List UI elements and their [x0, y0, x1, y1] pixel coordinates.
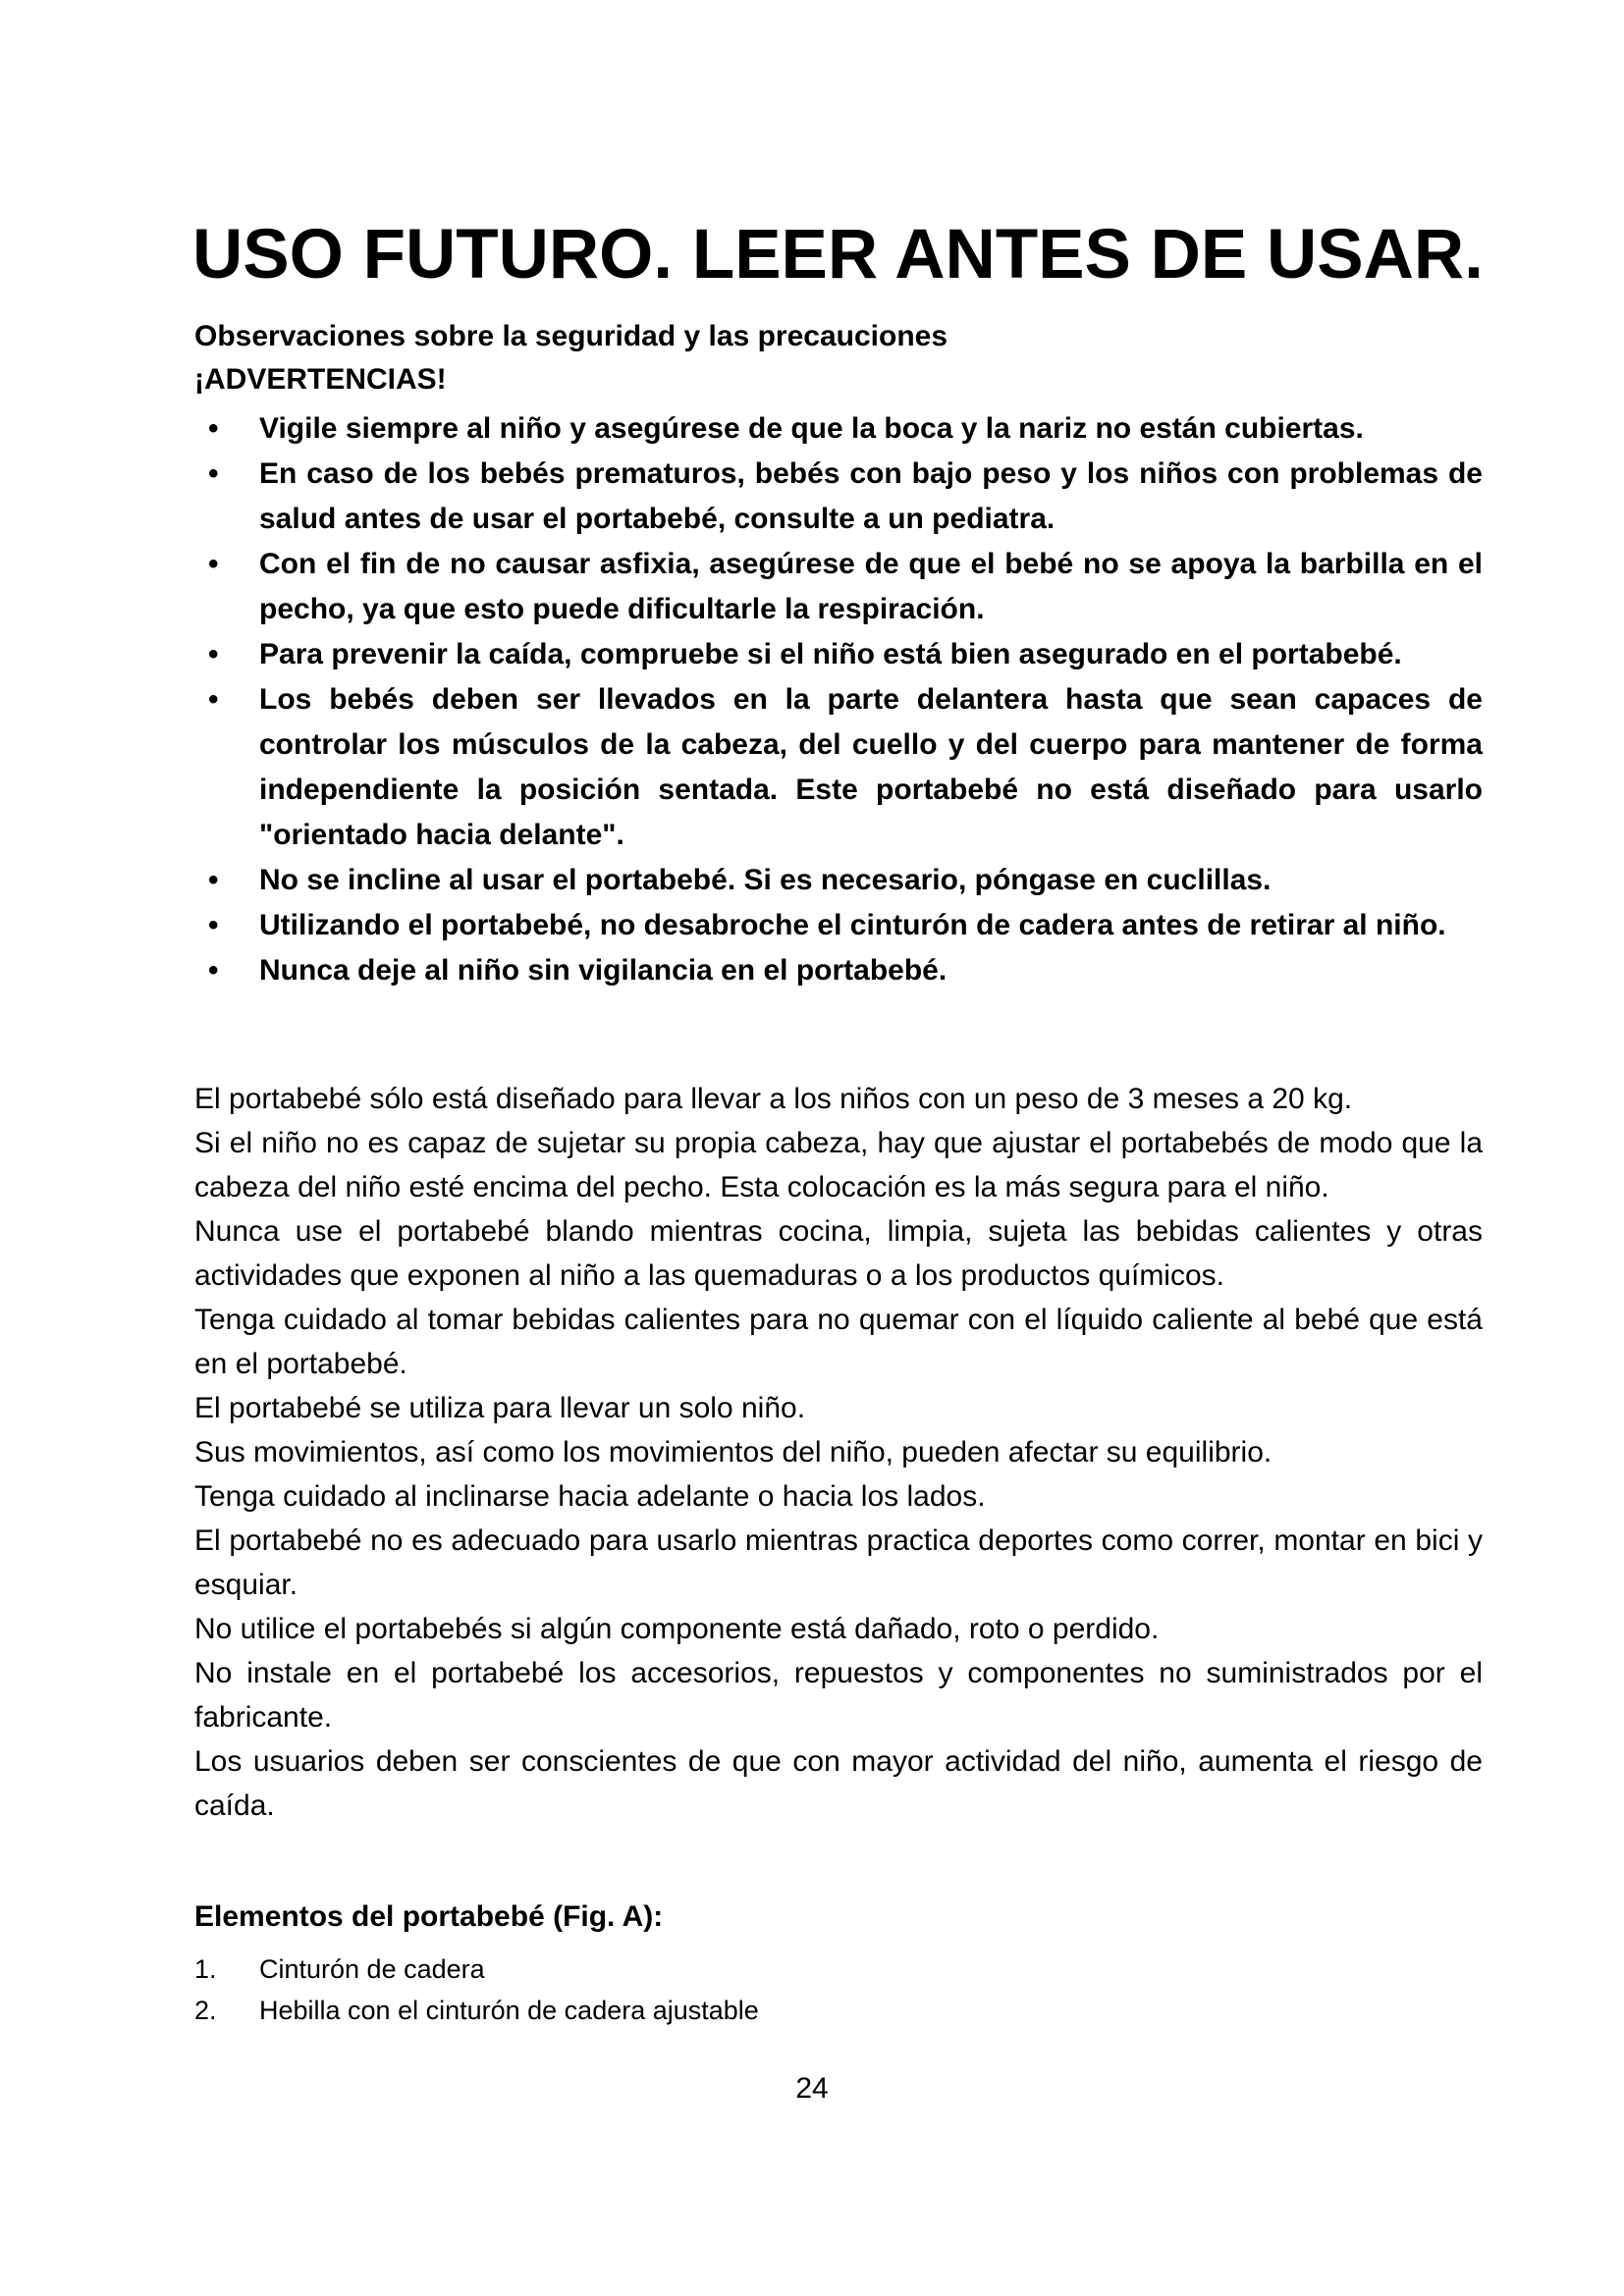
paragraph: Si el niño no es capaz de sujetar su propia cabeza, hay que ajustar el portabebés de modo que la cabeza del niño esté encima del pecho. Esta colocación es la más segura para el niño.: [194, 1127, 1483, 1203]
paragraph: Los usuarios deben ser conscientes de que con mayor actividad del niño, aumenta el riesgo de caída.: [194, 1745, 1483, 1822]
page-title: USO FUTURO. LEER ANTES DE USAR.: [192, 216, 1484, 294]
bullet-icon: •: [208, 683, 219, 716]
warning-item: [194, 858, 1483, 903]
paragraph: El portabebé sólo está diseñado para llevar a los niños con un peso de 3 meses a 20 kg.: [194, 1083, 1353, 1115]
paragraph: Tenga cuidado al inclinarse hacia adelante o hacia los lados.: [194, 1480, 986, 1513]
warnings-heading: ¡ADVERTENCIAS!: [194, 363, 447, 396]
element-label: Hebilla con el cinturón de cadera ajustable: [259, 1996, 759, 2025]
page-number: 24: [795, 2072, 829, 2105]
elements-title: Elementos del portabebé (Fig. A):: [194, 1900, 664, 1933]
paragraph: Tenga cuidado al tomar bebidas calientes para no quemar con el líquido caliente al bebé que está en el portabebé.: [194, 1304, 1483, 1380]
warning-item: [194, 903, 1483, 948]
warning-text: Los bebés deben ser llevados en la parte delantera hasta que sean capaces de controlar los músculos de la cabeza, del cuello y del cuerpo para mantener de forma independiente la posición sentada. Este portabebé no está diseñado para usarlo "orientado hacia delante".: [259, 683, 1483, 851]
warning-item: [194, 948, 1483, 993]
element-label: Cinturón de cadera: [259, 1954, 485, 1984]
paragraph: El portabebé no es adecuado para usarlo mientras practica deportes como correr, montar en bici y esquiar.: [194, 1524, 1483, 1601]
element-number: 2.: [194, 1996, 217, 2025]
paragraph: No instale en el portabebé los accesorios, repuestos y componentes no suministrados por el fabricante.: [194, 1657, 1483, 1734]
warning-item: [194, 406, 1483, 452]
bullet-icon: •: [208, 909, 219, 941]
bullet-icon: •: [208, 638, 219, 670]
warning-text: Con el fin de no causar asfixia, asegúrese de que el bebé no se apoya la barbilla en el pecho, ya que esto puede dificultarle la respiración.: [259, 548, 1483, 625]
paragraph: Sus movimientos, así como los movimientos del niño, pueden afectar su equilibrio.: [194, 1436, 1272, 1468]
elements-list: [194, 1949, 759, 2031]
warning-text: En caso de los bebés prematuros, bebés con bajo peso y los niños con problemas de salud antes de usar el portabebé, consulte a un pediatra.: [259, 457, 1483, 535]
element-item: [194, 1990, 759, 2031]
warning-text: Vigile siempre al niño y asegúrese de que la boca y la nariz no están cubiertas.: [259, 412, 1364, 445]
body-text: [194, 1077, 1483, 1828]
warnings-list: [194, 406, 1483, 993]
bullet-icon: •: [208, 457, 219, 490]
warning-text: Utilizando el portabebé, no desabroche el cinturón de cadera antes de retirar al niño.: [259, 909, 1446, 941]
element-item: [194, 1949, 759, 1990]
bullet-icon: •: [208, 548, 219, 580]
warning-item: [194, 677, 1483, 858]
warning-item: [194, 632, 1483, 677]
warning-text: Para prevenir la caída, compruebe si el niño está bien asegurado en el portabebé.: [259, 638, 1402, 670]
paragraph: No utilice el portabebés si algún componente está dañado, roto o perdido.: [194, 1613, 1160, 1645]
warning-item: [194, 542, 1483, 632]
safety-subtitle: Observaciones sobre la seguridad y las precauciones: [194, 320, 948, 352]
element-number: 1.: [194, 1954, 217, 1984]
warning-item: [194, 452, 1483, 542]
bullet-icon: •: [208, 864, 219, 896]
bullet-icon: •: [208, 412, 219, 445]
warning-text: Nunca deje al niño sin vigilancia en el portabebé.: [259, 954, 947, 987]
bullet-icon: •: [208, 954, 219, 987]
warning-text: No se incline al usar el portabebé. Si es necesario, póngase en cuclillas.: [259, 864, 1272, 896]
paragraph: El portabebé se utiliza para llevar un solo niño.: [194, 1392, 806, 1424]
paragraph: Nunca use el portabebé blando mientras cocina, limpia, sujeta las bebidas calientes y otras actividades que exponen al niño a las quemaduras o a los productos químicos.: [194, 1215, 1483, 1292]
